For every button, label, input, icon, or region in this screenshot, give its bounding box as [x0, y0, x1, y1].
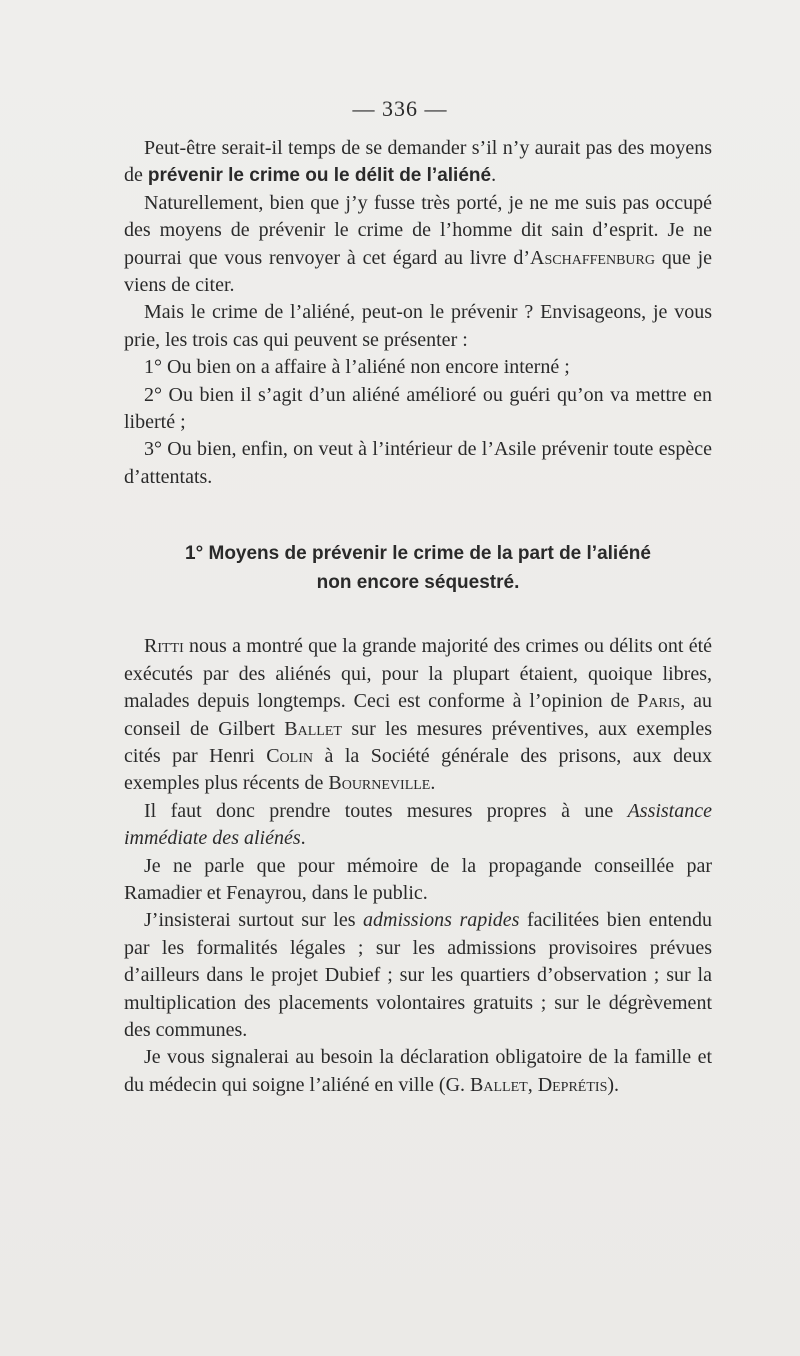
author-name: Aschaffenburg — [530, 246, 655, 269]
paragraph-1-end: . — [491, 164, 497, 187]
paragraph-7-text: J’insisterai surtout sur les — [144, 909, 364, 932]
author-name: Ballet — [470, 1073, 528, 1096]
paragraph-4-text: sur les mesures préventives, aux exemples cités par Henri — [124, 717, 712, 767]
section-heading — [124, 539, 712, 597]
paragraph-2 — [124, 190, 712, 300]
paragraph-5-text: Il faut donc prendre toutes mesures propres à une — [144, 799, 628, 822]
author-name: Deprétis — [537, 1073, 608, 1096]
paragraph-4-text: à la Société générale des prisons, aux deux exemples plus récents de — [124, 744, 712, 795]
list-item-3: 3° Ou bien, enfin, on veut à l’intérieur de l’Asile prévenir toute espèce d’attentats. — [124, 438, 712, 488]
paragraph-1-text: Peut-être serait-il temps de se demander s’il n’y aurait pas des moyens de — [124, 137, 712, 187]
paragraph-6: Je ne parle que pour mémoire de la propagande conseillée par Ramadier et Fenayrou, dans le public. — [124, 854, 712, 904]
paragraph-7 — [124, 907, 712, 1044]
author-name: Colin — [266, 744, 313, 767]
paragraph-8-end: ). — [607, 1073, 620, 1096]
italic-phrase: admissions rapides — [363, 909, 520, 932]
separator: , — [527, 1073, 538, 1096]
author-name: Paris — [637, 690, 681, 713]
paragraph-2-text: Naturellement, bien que j’y fusse très porté, je ne me suis pas occupé des moyens de prévenir le crime de l’homme dit sain d’esprit. Je ne pourrai que vous renvoyer à cet égard au livre d’ — [124, 191, 712, 269]
paragraph-4 — [124, 633, 712, 797]
author-name: Ritti — [144, 635, 184, 658]
paragraph-1 — [124, 135, 712, 190]
paragraph-2-end: que je viens de citer. — [124, 246, 713, 297]
bold-phrase: prévenir le crime ou le délit de l’aliéné — [147, 165, 492, 187]
paragraph-8-text: Je vous signalerai au besoin la déclaration obligatoire de la famille et du médecin qui soigne l’aliéné en ville (G. — [124, 1046, 712, 1096]
author-name: Ballet — [284, 717, 342, 740]
paragraph-4-text: , au conseil de Gilbert — [124, 690, 713, 740]
section-heading-line-1: 1° Moyens de prévenir le crime de la part de l’aliéné — [185, 543, 651, 565]
section-heading-line-2: non encore séquestré. — [316, 572, 520, 594]
list-item-1: 1° Ou bien on a affaire à l’aliéné non encore interné ; — [144, 356, 570, 379]
body-text — [124, 135, 712, 1099]
author-name: Bourneville — [328, 772, 431, 795]
paragraph-5-end: . — [300, 827, 306, 850]
paragraph-8 — [124, 1044, 712, 1099]
paragraph-3: Mais le crime de l’aliéné, peut-on le prévenir ? Envisageons, je vous prie, les trois cas qui peuvent se présenter : — [124, 301, 712, 351]
paragraph-4-end: . — [430, 772, 436, 795]
paragraph-5 — [124, 798, 712, 853]
paragraph-7-end: facilitées bien entendu par les formalités légales ; sur les admissions provisoires prévues d’ailleurs dans le projet Dubief ; sur les quartiers d’observation ; sur la multiplication des placements volontaires gratuits ; sur le dégrèvement des communes. — [124, 909, 713, 1041]
page-number: — 336 — — [352, 96, 448, 121]
paragraph-4-text: nous a montré que la grande majorité des crimes ou délits ont été exécutés par des aliénés qui, pour la plupart étaient, quoique libres, malades depuis longtemps. Ceci est conforme à l’opinion de — [124, 635, 712, 713]
italic-phrase: Assistance immédiate des aliénés — [124, 799, 712, 850]
list-item-2: 2° Ou bien il s’agit d’un aliéné amélioré ou guéri qu’on va mettre en liberté ; — [124, 383, 712, 434]
